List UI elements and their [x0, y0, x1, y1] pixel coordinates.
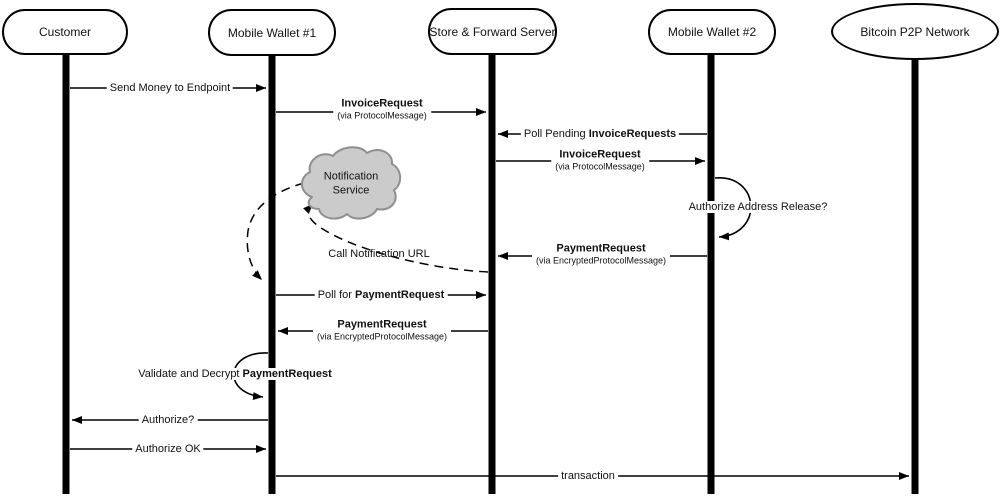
- actor-mobile-wallet-1: [208, 9, 336, 56]
- label-invoice-request-2: InvoiceRequest (via ProtocolMessage): [551, 148, 649, 171]
- lifeline-store-forward-server: [489, 54, 496, 494]
- label-authorize-ok: Authorize OK: [132, 443, 203, 455]
- dashed-arrow-notify-wallet-1: [247, 183, 304, 280]
- actor-store-forward-server-label: Store & Forward Server: [429, 24, 556, 39]
- actor-mobile-wallet-1-label: Mobile Wallet #1: [227, 25, 317, 40]
- label-poll-pending: Poll Pending InvoiceRequests: [521, 128, 679, 140]
- lifeline-mobile-wallet-1: [269, 55, 276, 494]
- lifeline-mobile-wallet-2: [708, 54, 715, 494]
- actor-mobile-wallet-2: [648, 9, 776, 55]
- label-poll-for-payment: Poll for PaymentRequest: [315, 289, 448, 301]
- label-authorize-q: Authorize?: [139, 414, 198, 426]
- label-payment-request-2: PaymentRequest (via EncryptedProtocolMessage): [313, 318, 451, 341]
- label-send-money: Send Money to Endpoint: [107, 82, 233, 94]
- actor-mobile-wallet-2-label: Mobile Wallet #2: [667, 25, 757, 39]
- actor-bitcoin-p2p-network: [831, 3, 999, 60]
- label-validate-decrypt: Validate and Decrypt PaymentRequest: [135, 368, 335, 380]
- label-payment-request-1: PaymentRequest (via EncryptedProtocolMessage): [532, 242, 670, 265]
- lifeline-bitcoin-p2p-network: [912, 60, 919, 494]
- notification-service-label: Notification Service: [323, 170, 379, 197]
- actor-bitcoin-p2p-network-label: Bitcoin P2P Network: [860, 24, 970, 39]
- label-invoice-request-1: InvoiceRequest (via ProtocolMessage): [333, 97, 431, 120]
- actor-store-forward-server: [428, 8, 557, 55]
- actor-customer-label: Customer: [38, 25, 91, 39]
- label-authorize-address-release: Authorize Address Release?: [686, 201, 831, 213]
- label-transaction: transaction: [558, 470, 618, 482]
- actor-customer: [2, 9, 128, 55]
- label-call-notification-url: Call Notification URL: [328, 248, 430, 260]
- lifeline-customer: [63, 54, 70, 494]
